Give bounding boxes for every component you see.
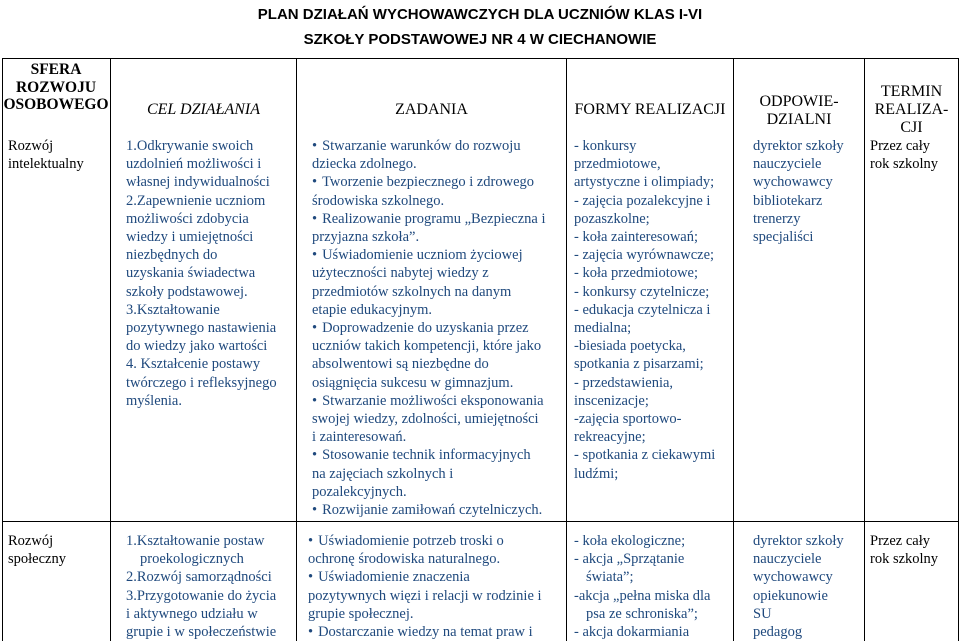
row1-sfera: Rozwój intelektualny bbox=[8, 138, 84, 173]
row1-termin: Przez cały rok szkolny bbox=[870, 138, 939, 173]
column-separator bbox=[864, 58, 865, 641]
row1-odpowiedzialni: dyrektor szkoły nauczyciele wychowawcy bibliotekarz trenerzy specjaliści bbox=[753, 138, 844, 246]
header-zadania: ZADANIA bbox=[395, 101, 468, 118]
row2-termin: Przez cały rok szkolny bbox=[870, 533, 939, 568]
table-left-border bbox=[2, 58, 3, 641]
row2-cel-dzialania: 1.Kształtowanie postaw proekologicznych 2.Rozwój samorządności 3.Przygotowanie do życia i aktywnego udziału w grupie i w społeczeństwie bbox=[126, 533, 277, 641]
list-item: • Uświadomienie znaczenia bbox=[308, 568, 564, 586]
list-item: • Doprowadzenie do uzyskania przez bbox=[312, 319, 564, 337]
table-top-border bbox=[2, 58, 958, 59]
list-item: • Dostarczanie wiedzy na temat praw i bbox=[308, 623, 564, 641]
column-separator bbox=[296, 58, 297, 641]
header-odpowiedzialni: ODPOWIE- DZIALNI bbox=[759, 93, 839, 128]
header-termin-realizacji: TERMIN REALIZA- CJI bbox=[874, 83, 949, 136]
column-separator bbox=[566, 58, 567, 641]
row2-formy-realizacji: - koła ekologiczne; - akcja „Sprzątanie świata”; -akcja „pełna miska dla psa ze schroniska”; - akcja dokarmiania bbox=[574, 533, 711, 641]
row1-zadania: • Stwarzanie warunków do rozwoju dziecka zdolnego. • Tworzenie bezpiecznego i zdrowego środowiska szkolnego. • Realizowanie programu „Bezpieczna i przyjazna szkoła”. • Uświadomienie uczniom życiowej użyteczności nabytej wiedzy z przedmiotów szkolnych na danym etapie edukacyjnym. • Doprowadzenie do uzyskania przez uczniów takich kompetencji, które jako absolwentowi są niezbędne do osiągnięcia sukcesu w gimnazjum. • Stwarzanie możliwości eksponowania swojej wiedzy, zdolności, umiejętności i zainteresowań. • Stosowanie technik informacyjnych na zajęciach szkolnych i pozalekcyjnych. • Rozwijanie zamiłowań czytelniczych. bbox=[312, 137, 564, 519]
row2-odpowiedzialni: dyrektor szkoły nauczyciele wychowawcy opiekunowie SU pedagog bbox=[753, 533, 844, 641]
document-title: PLAN DZIAŁAŃ WYCHOWAWCZYCH DLA UCZNIÓW KLAS I-VI bbox=[257, 6, 703, 23]
list-item: • Stwarzanie możliwości eksponowania bbox=[312, 392, 564, 410]
document-subtitle: SZKOŁY PODSTAWOWEJ NR 4 W CIECHANOWIE bbox=[303, 31, 657, 48]
row1-cel-dzialania: 1.Odkrywanie swoich uzdolnień możliwości i własnej indywidualności 2.Zapewnienie uczniom możliwości zdobycia wiedzy i umiejętności niezbędnych do uzyskania świadectwa szkoły podstawowej. 3.Kształtowanie pozytywnego nastawienia do wiedzy jako wartości 4. Kształcenie postawy twórczego i refleksyjnego myślenia. bbox=[126, 138, 277, 409]
list-item: • Uświadomienie uczniom życiowej bbox=[312, 246, 564, 264]
header-sfera: SFERA ROZWOJU OSOBOWEGO bbox=[3, 61, 109, 113]
row-separator bbox=[2, 521, 958, 522]
header-formy-realizacji: FORMY REALIZACJI bbox=[574, 101, 726, 118]
table-right-border bbox=[958, 58, 959, 641]
list-item: • Uświadomienie potrzeb troski o bbox=[308, 532, 564, 550]
column-separator bbox=[733, 58, 734, 641]
row2-sfera: Rozwój społeczny bbox=[8, 533, 66, 568]
list-item: • Rozwijanie zamiłowań czytelniczych. bbox=[312, 501, 564, 519]
list-item: • Realizowanie programu „Bezpieczna i bbox=[312, 210, 564, 228]
list-item: • Stwarzanie warunków do rozwoju bbox=[312, 137, 564, 155]
header-cel-dzialania: CEL DZIAŁANIA bbox=[146, 101, 261, 118]
list-item: • Tworzenie bezpiecznego i zdrowego bbox=[312, 173, 564, 191]
column-separator bbox=[110, 58, 111, 641]
row1-formy-realizacji: - konkursy przedmiotowe, artystyczne i olimpiady; - zajęcia pozalekcyjne i pozaszkolne; - koła zainteresowań; - zajęcia wyrównawcze; - koła przedmiotowe; - konkursy czytelnicze; - edukacja czytelnicza i medialna; -biesiada poetycka, spotkania z pisarzami; - przedstawienia, inscenizacje; -zajęcia sportowo- rekreacyjne; - spotkania z ciekawymi ludźmi; bbox=[574, 138, 716, 482]
list-item: • Stosowanie technik informacyjnych bbox=[312, 446, 564, 464]
row2-zadania: • Uświadomienie potrzeb troski o ochronę środowiska naturalnego. • Uświadomienie znaczenia pozytywnych więzi i relacji w rodzinie i grupie społecznej. • Dostarczanie wiedzy na temat praw i bbox=[308, 532, 564, 641]
